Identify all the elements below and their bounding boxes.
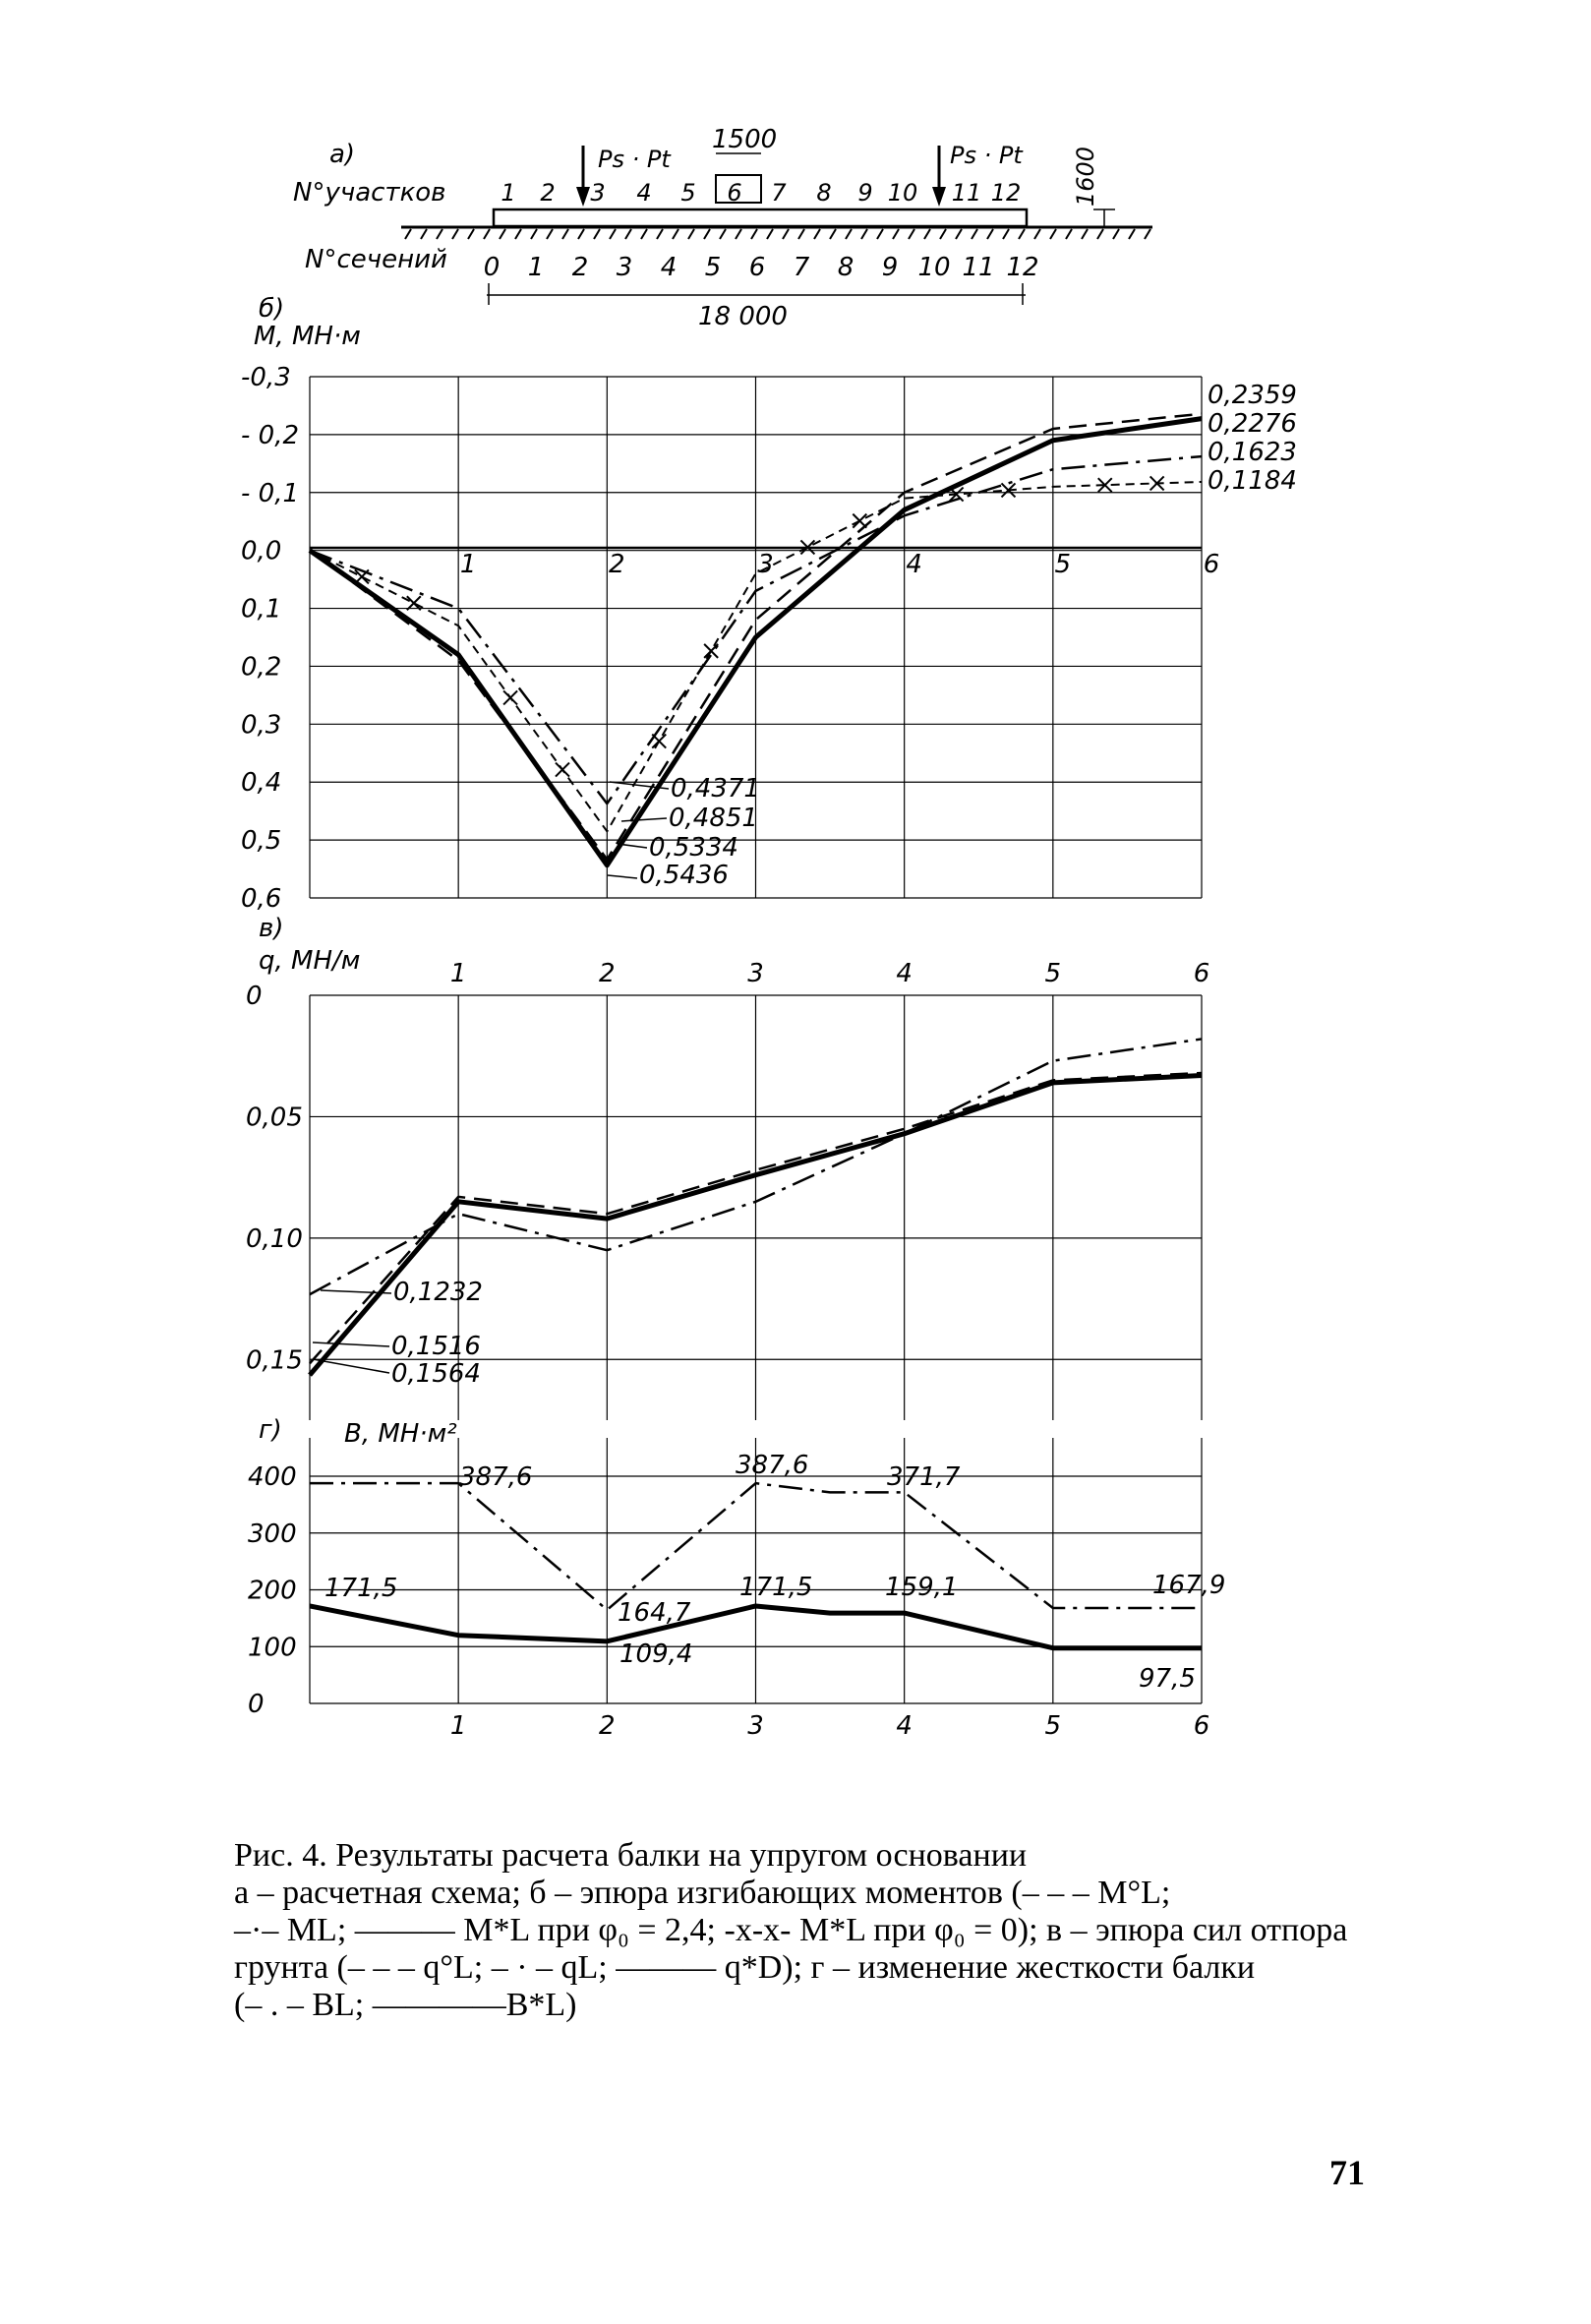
caption-line: а – расчетная схема; б – эпюра изгибающих моментов (– – – M°L; — [234, 1875, 1171, 1911]
cut-number: 2 — [571, 253, 589, 282]
data-label: 0,2359 — [1208, 381, 1297, 410]
x-tick-label: 3 — [747, 959, 764, 988]
panel-g-label: г) — [259, 1415, 282, 1445]
cut-number: 3 — [616, 253, 633, 282]
y-tick-label: 0,0 — [241, 536, 282, 566]
scheme-label: а) — [329, 140, 356, 169]
data-label: 387,6 — [459, 1462, 533, 1492]
y-tick-label: 0,1 — [241, 594, 282, 625]
section-number: 10 — [887, 179, 918, 207]
soil-reaction-chart — [246, 946, 1209, 1420]
cut-number: 8 — [837, 253, 854, 282]
x-tick-label: 1 — [449, 959, 467, 988]
section-number: 1 — [501, 179, 516, 207]
leader-line — [313, 1359, 389, 1373]
y-tick-label: - 0,1 — [241, 478, 299, 508]
y-tick-label: 0 — [246, 982, 263, 1011]
section-number: 8 — [816, 179, 832, 207]
panel-b-label: б) — [259, 294, 285, 324]
load-label-right: Ps · Pt — [950, 142, 1023, 169]
y-tick-label: 400 — [248, 1462, 297, 1492]
cut-number: 0 — [483, 253, 501, 282]
cut-number: 6 — [748, 253, 766, 282]
dim-total-label: 18 000 — [698, 302, 788, 331]
section-number: 5 — [680, 179, 696, 207]
page-number: 71 — [1329, 2153, 1365, 2192]
cross-marker — [853, 514, 866, 528]
x-tick-label: 2 — [599, 1711, 616, 1741]
x-tick-label: 6 — [1193, 959, 1210, 988]
section-number: 4 — [636, 179, 652, 207]
y-tick-label: 0,4 — [241, 768, 282, 799]
dim-height-label: 1600 — [1072, 146, 1099, 207]
caption-line: Рис. 4. Результаты расчета балки на упругом основании — [234, 1837, 1028, 1874]
y-tick-label: 200 — [248, 1576, 297, 1606]
design-scheme — [293, 125, 1152, 331]
data-label: 0,1184 — [1208, 466, 1297, 496]
cross-marker — [652, 735, 666, 748]
data-label: 387,6 — [736, 1451, 809, 1480]
y-tick-label: - 0,2 — [241, 420, 299, 450]
figure-caption — [234, 1837, 1414, 2024]
section-number: 6 — [727, 179, 742, 207]
y-tick-label: 0,10 — [246, 1223, 303, 1254]
x-tick-label: 5 — [1044, 959, 1062, 988]
caption-line: –·– ML; ——— M*L при φ₀ = 2,4; -x-x- M*L при φ₀ = 0); в – эпюра сил отпора — [234, 1912, 1348, 1948]
y-tick-label: 0,05 — [246, 1102, 303, 1133]
data-label: 0,1564 — [391, 1359, 481, 1389]
x-tick-label: 6 — [1203, 550, 1220, 579]
data-label: 171,5 — [324, 1574, 398, 1603]
cut-numbers — [484, 253, 1039, 282]
y-tick-label: 0,3 — [241, 710, 282, 741]
y-axis-label: B, МН·м² — [344, 1419, 457, 1449]
x-tick-label: 1 — [449, 1711, 467, 1741]
x-tick-label: 4 — [906, 550, 922, 579]
data-label: 0,1232 — [393, 1278, 483, 1307]
sections-row-label: N°участков — [293, 178, 446, 208]
section-number: 12 — [990, 179, 1022, 207]
x-tick-label: 6 — [1193, 1711, 1210, 1741]
load-label-left: Ps · Pt — [598, 146, 671, 173]
x-tick-label: 5 — [1044, 1711, 1062, 1741]
load-arrow-right — [932, 146, 946, 207]
data-label: 97,5 — [1139, 1664, 1196, 1694]
leader-line — [621, 818, 667, 821]
y-tick-label: 0 — [248, 1690, 265, 1719]
leader-line — [313, 1342, 389, 1346]
section-number: 11 — [951, 179, 982, 207]
cut-number: 5 — [704, 253, 722, 282]
stiffness-chart — [248, 1419, 1225, 1741]
y-tick-label: 0,6 — [241, 884, 282, 914]
ground-hatch — [405, 229, 1150, 239]
data-label: 109,4 — [619, 1639, 693, 1669]
section-number: 2 — [540, 179, 556, 207]
section-number: 9 — [857, 179, 873, 207]
caption-line: грунта (– – – q°L; – · – qL; ——— q*D); г – изменение жесткости балки — [234, 1949, 1256, 1986]
load-arrow-left — [576, 146, 590, 207]
x-tick-label: 4 — [896, 959, 913, 988]
cut-number: 10 — [917, 253, 951, 282]
data-label: 0,5334 — [649, 833, 738, 863]
y-tick-label: 100 — [248, 1633, 297, 1663]
data-label: 164,7 — [618, 1598, 691, 1628]
data-label: 159,1 — [885, 1573, 959, 1602]
cut-number: 11 — [962, 253, 995, 282]
x-tick-label: 2 — [599, 959, 616, 988]
cut-number: 12 — [1006, 253, 1039, 282]
leader-line — [608, 875, 637, 878]
dim-1500-label: 1500 — [712, 125, 778, 154]
cut-number: 9 — [881, 253, 899, 282]
x-tick-label: 3 — [757, 550, 774, 579]
y-tick-label: 0,15 — [246, 1345, 303, 1376]
y-tick-label: 0,5 — [241, 826, 282, 857]
x-tick-label: 5 — [1054, 550, 1072, 579]
data-label: 167,9 — [1152, 1571, 1226, 1600]
section-number: 7 — [771, 179, 787, 207]
cut-number: 1 — [527, 253, 545, 282]
y-axis-label: M, МН·м — [254, 322, 361, 351]
data-label: 0,2276 — [1208, 409, 1297, 439]
data-label: 0,4851 — [669, 804, 758, 833]
data-label: 0,1623 — [1208, 438, 1297, 467]
cross-marker — [556, 763, 569, 777]
cross-marker — [503, 690, 517, 704]
data-label: 0,1516 — [391, 1332, 481, 1361]
beam — [494, 209, 1027, 226]
cuts-row-label: N°сечений — [305, 245, 447, 274]
data-label: 371,7 — [887, 1462, 961, 1492]
cut-number: 7 — [793, 253, 810, 282]
x-tick-label: 3 — [747, 1711, 764, 1741]
caption-line: (– . – BL; ————B*L) — [234, 1987, 577, 2023]
data-label: 171,5 — [739, 1573, 813, 1602]
cut-number: 4 — [660, 253, 678, 282]
data-label: 0,4371 — [671, 774, 760, 804]
y-tick-label: 300 — [248, 1519, 297, 1549]
y-tick-label: -0,3 — [241, 363, 291, 392]
x-tick-label: 2 — [609, 550, 625, 579]
data-label: 0,5436 — [639, 861, 729, 890]
section-number: 3 — [590, 179, 606, 207]
y-tick-label: 0,2 — [241, 652, 282, 683]
y-axis-label: q, МН/м — [259, 946, 361, 976]
x-tick-label: 1 — [459, 550, 477, 579]
moment-chart — [241, 322, 1297, 914]
x-tick-label: 4 — [896, 1711, 913, 1741]
panel-v-label: в) — [259, 914, 284, 943]
